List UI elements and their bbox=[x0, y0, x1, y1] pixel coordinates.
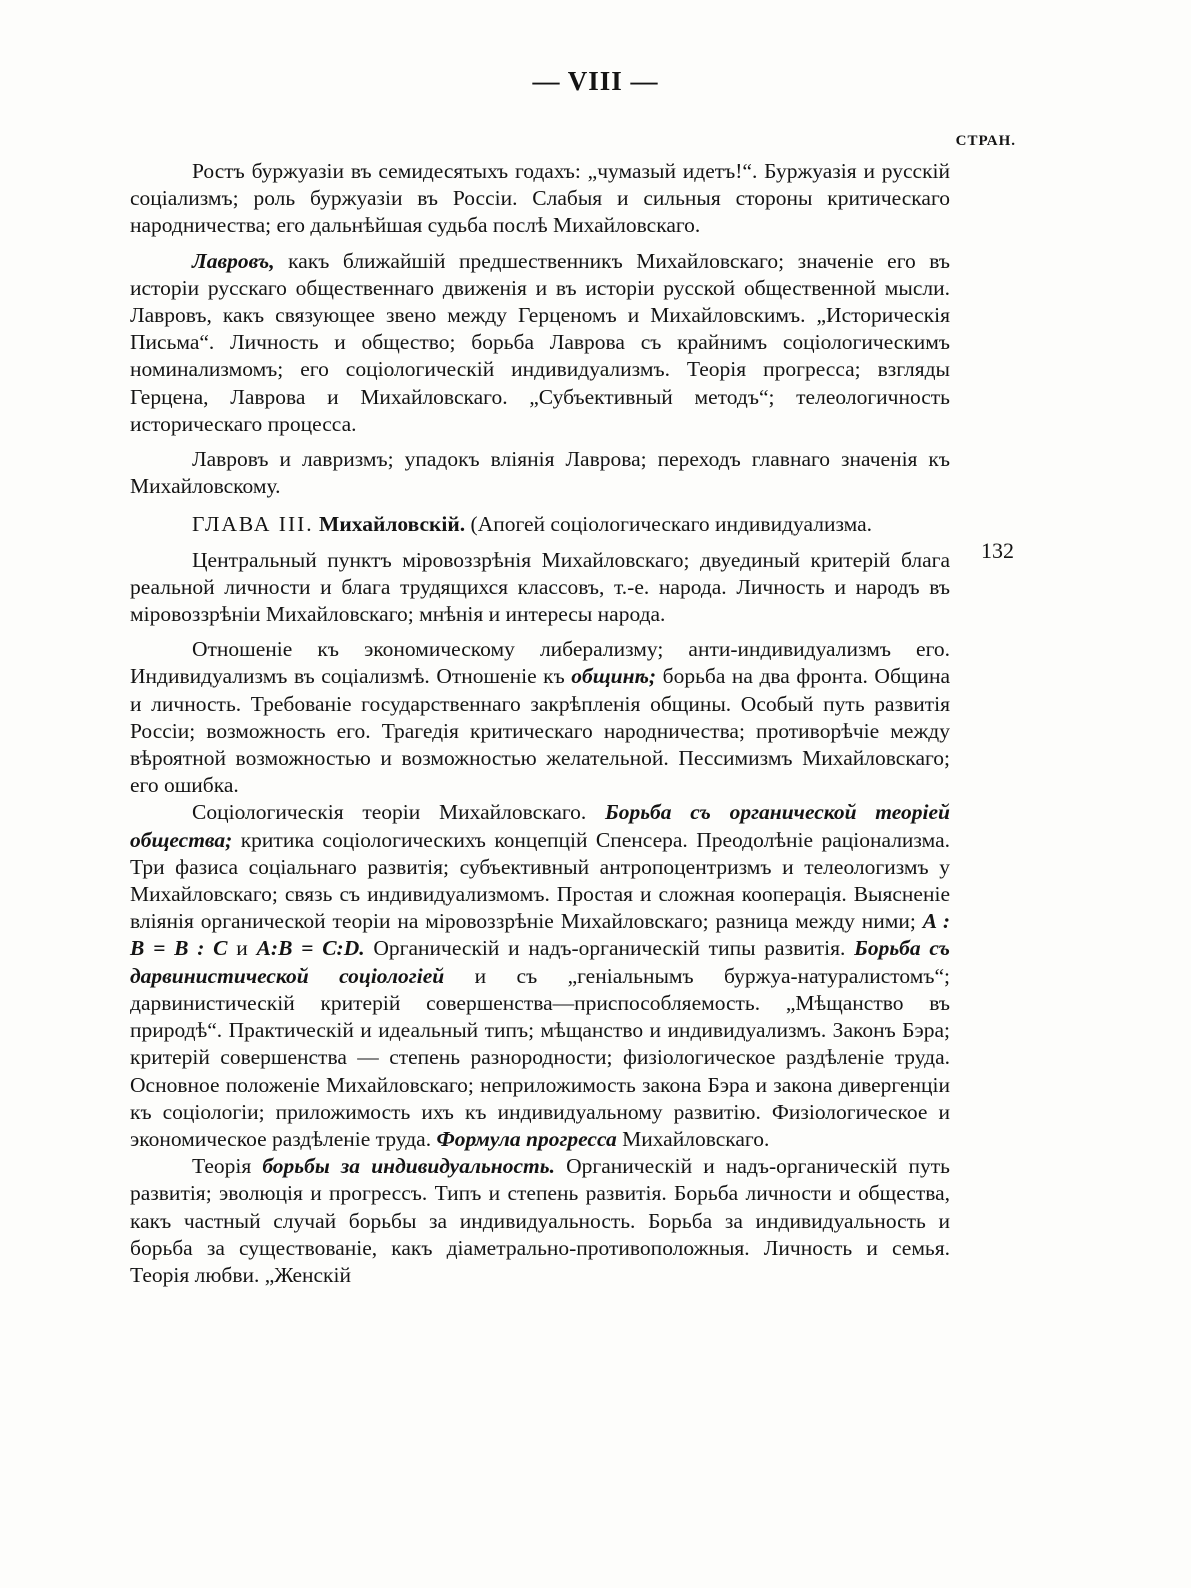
paragraph-liberalism bbox=[130, 636, 950, 799]
chapter-page-ref: 132 bbox=[981, 538, 1014, 564]
formula-and: и bbox=[227, 936, 257, 961]
lavrov-text: какъ ближайшій предшественникъ Михайловскаго; значеніе его въ исторіи русскаго общественнаго движенія и въ исторіи русской общественной мысли. Лавровъ, какъ связующее звено между Герценомъ и Михайловскимъ. „Историческія Письма“. Личность и общество; борьба Лаврова съ крайнимъ соціологическимъ номинализмомъ; его соціологическій индивидуализмъ. Теорія прогресса; взгляды Герцена, Лаврова и Михайловскаго. „Субъективный методъ“; телеологичность историческаго процесса. bbox=[130, 248, 950, 436]
chapter-label: ГЛАВА III. bbox=[192, 512, 314, 537]
organic-theory-italic: Борьба съ органической теоріей общества; bbox=[130, 800, 950, 852]
page-column-label: СТРАН. bbox=[955, 133, 1016, 149]
individuality-text-a: Теорія bbox=[192, 1154, 263, 1179]
lavrov-italic: Лавровъ, bbox=[192, 248, 275, 273]
page-header: — VIII — bbox=[532, 66, 659, 96]
individuality-text-b: Органическій и надъ-органическій путь развитія; эволюція и прогрессъ. Типъ и степень развитія. Борьба личности и общества, какъ частный случай борьбы за индивидуальность. Борьба за индивидуальность и борьба за существованіе, какъ діаметрально-противоположныя. Личность и семья. Теорія любви. „Женскій bbox=[130, 1154, 950, 1287]
chapter-subtitle: (Апогей соціологическаго индивидуализма. bbox=[470, 512, 873, 537]
commune-italic: общинѣ; bbox=[571, 664, 657, 689]
paragraph-bourgeoisie: Ростъ буржуазіи въ семидесятыхъ годахъ: „чумазый идетъ!“. Буржуазія и русскій соціализмъ; роль буржуазіи въ Россіи. Слабыя и сильныя стороны критическаго народничества; его дальнѣйшая судьба послѣ Михайловскаго. bbox=[130, 159, 950, 238]
theories-text-b: критика соціологическихъ концепцій Спенсера. Преодолѣніе раціонализма. Три фазиса соціальнаго развитія; субъективный антропоцентризмъ и телеологизмъ у Михайловскаго; связь съ индивидуализмомъ. Простая и сложная кооперація. Выясненіе вліянія органической теоріи на міровоззрѣніе Михайловскаго; разница между ними; bbox=[130, 827, 950, 934]
paragraph-lavrov bbox=[130, 248, 950, 438]
individuality-italic: борьбы за индивидуальность. bbox=[262, 1154, 555, 1179]
table-of-contents-body bbox=[130, 158, 1014, 1289]
progress-formula-italic: Формула прогресса bbox=[436, 1126, 617, 1151]
theories-text-c: Органическій и надъ-органическій типы развитія. bbox=[364, 936, 855, 961]
paragraph-individuality bbox=[130, 1153, 950, 1289]
liberalism-text-b: борьба на два фронта. Община и личность. Требованіе государственнаго закрѣпленія общины. Особый путь развитія Россіи; возможность его. Трагедія критическаго народничества; противорѣчіе между вѣроятной возможностью и возможностью желательной. Пессимизмъ Михайловскаго; его ошибка. bbox=[130, 664, 950, 798]
chapter-heading bbox=[130, 511, 1014, 564]
darwinist-italic: Борьба съ дарвинистической соціологіей bbox=[130, 936, 950, 988]
liberalism-text-a: Отношеніе къ экономическому либерализму; анти-индивидуализмъ его. Индивидуализмъ въ соціализмѣ. Отношеніе къ bbox=[130, 637, 950, 689]
chapter-name: Михайловскій. bbox=[319, 512, 466, 537]
chapter-title-line bbox=[130, 511, 950, 538]
theories-text-a: Соціологическія теоріи Михайловскаго. bbox=[192, 800, 606, 825]
paragraph-lavrism: Лавровъ и лавризмъ; упадокъ вліянія Лаврова; переходъ главнаго значенія къ Михайловскому. bbox=[130, 447, 950, 499]
paragraph-central-point: Центральный пунктъ міровоззрѣнія Михайловскаго; двуединый критерій блага реальной личности и блага трудящихся классовъ, т.-е. народа. Личность и народъ въ міровоззрѣніи Михайловскаго; мнѣнія и интересы народа. bbox=[130, 547, 950, 627]
paragraph-sociological-theories bbox=[130, 799, 950, 1153]
formula-two: A:B = C:D. bbox=[256, 936, 365, 961]
formula-one: A : B = B : C bbox=[130, 909, 950, 961]
theories-text-e: Михайловскаго. bbox=[616, 1126, 770, 1151]
theories-text-d: и съ „геніальнымъ буржуа-натуралистомъ“; дарвинистическій критерій совершенства—приспособляемость. „Мѣщанство въ природѣ“. Практическій и идеальный типъ; мѣщанство и индивидуализмъ. Законъ Бэра; критерій совершенства — степень разнородности; физіологическое раздѣленіе труда. Основное положеніе Михайловскаго; неприложимость закона Бэра и закона дивергенціи къ соціологіи; приложимость ихъ къ индивидуальному развитію. Физіологическое и экономическое раздѣленіе труда. bbox=[130, 963, 950, 1151]
